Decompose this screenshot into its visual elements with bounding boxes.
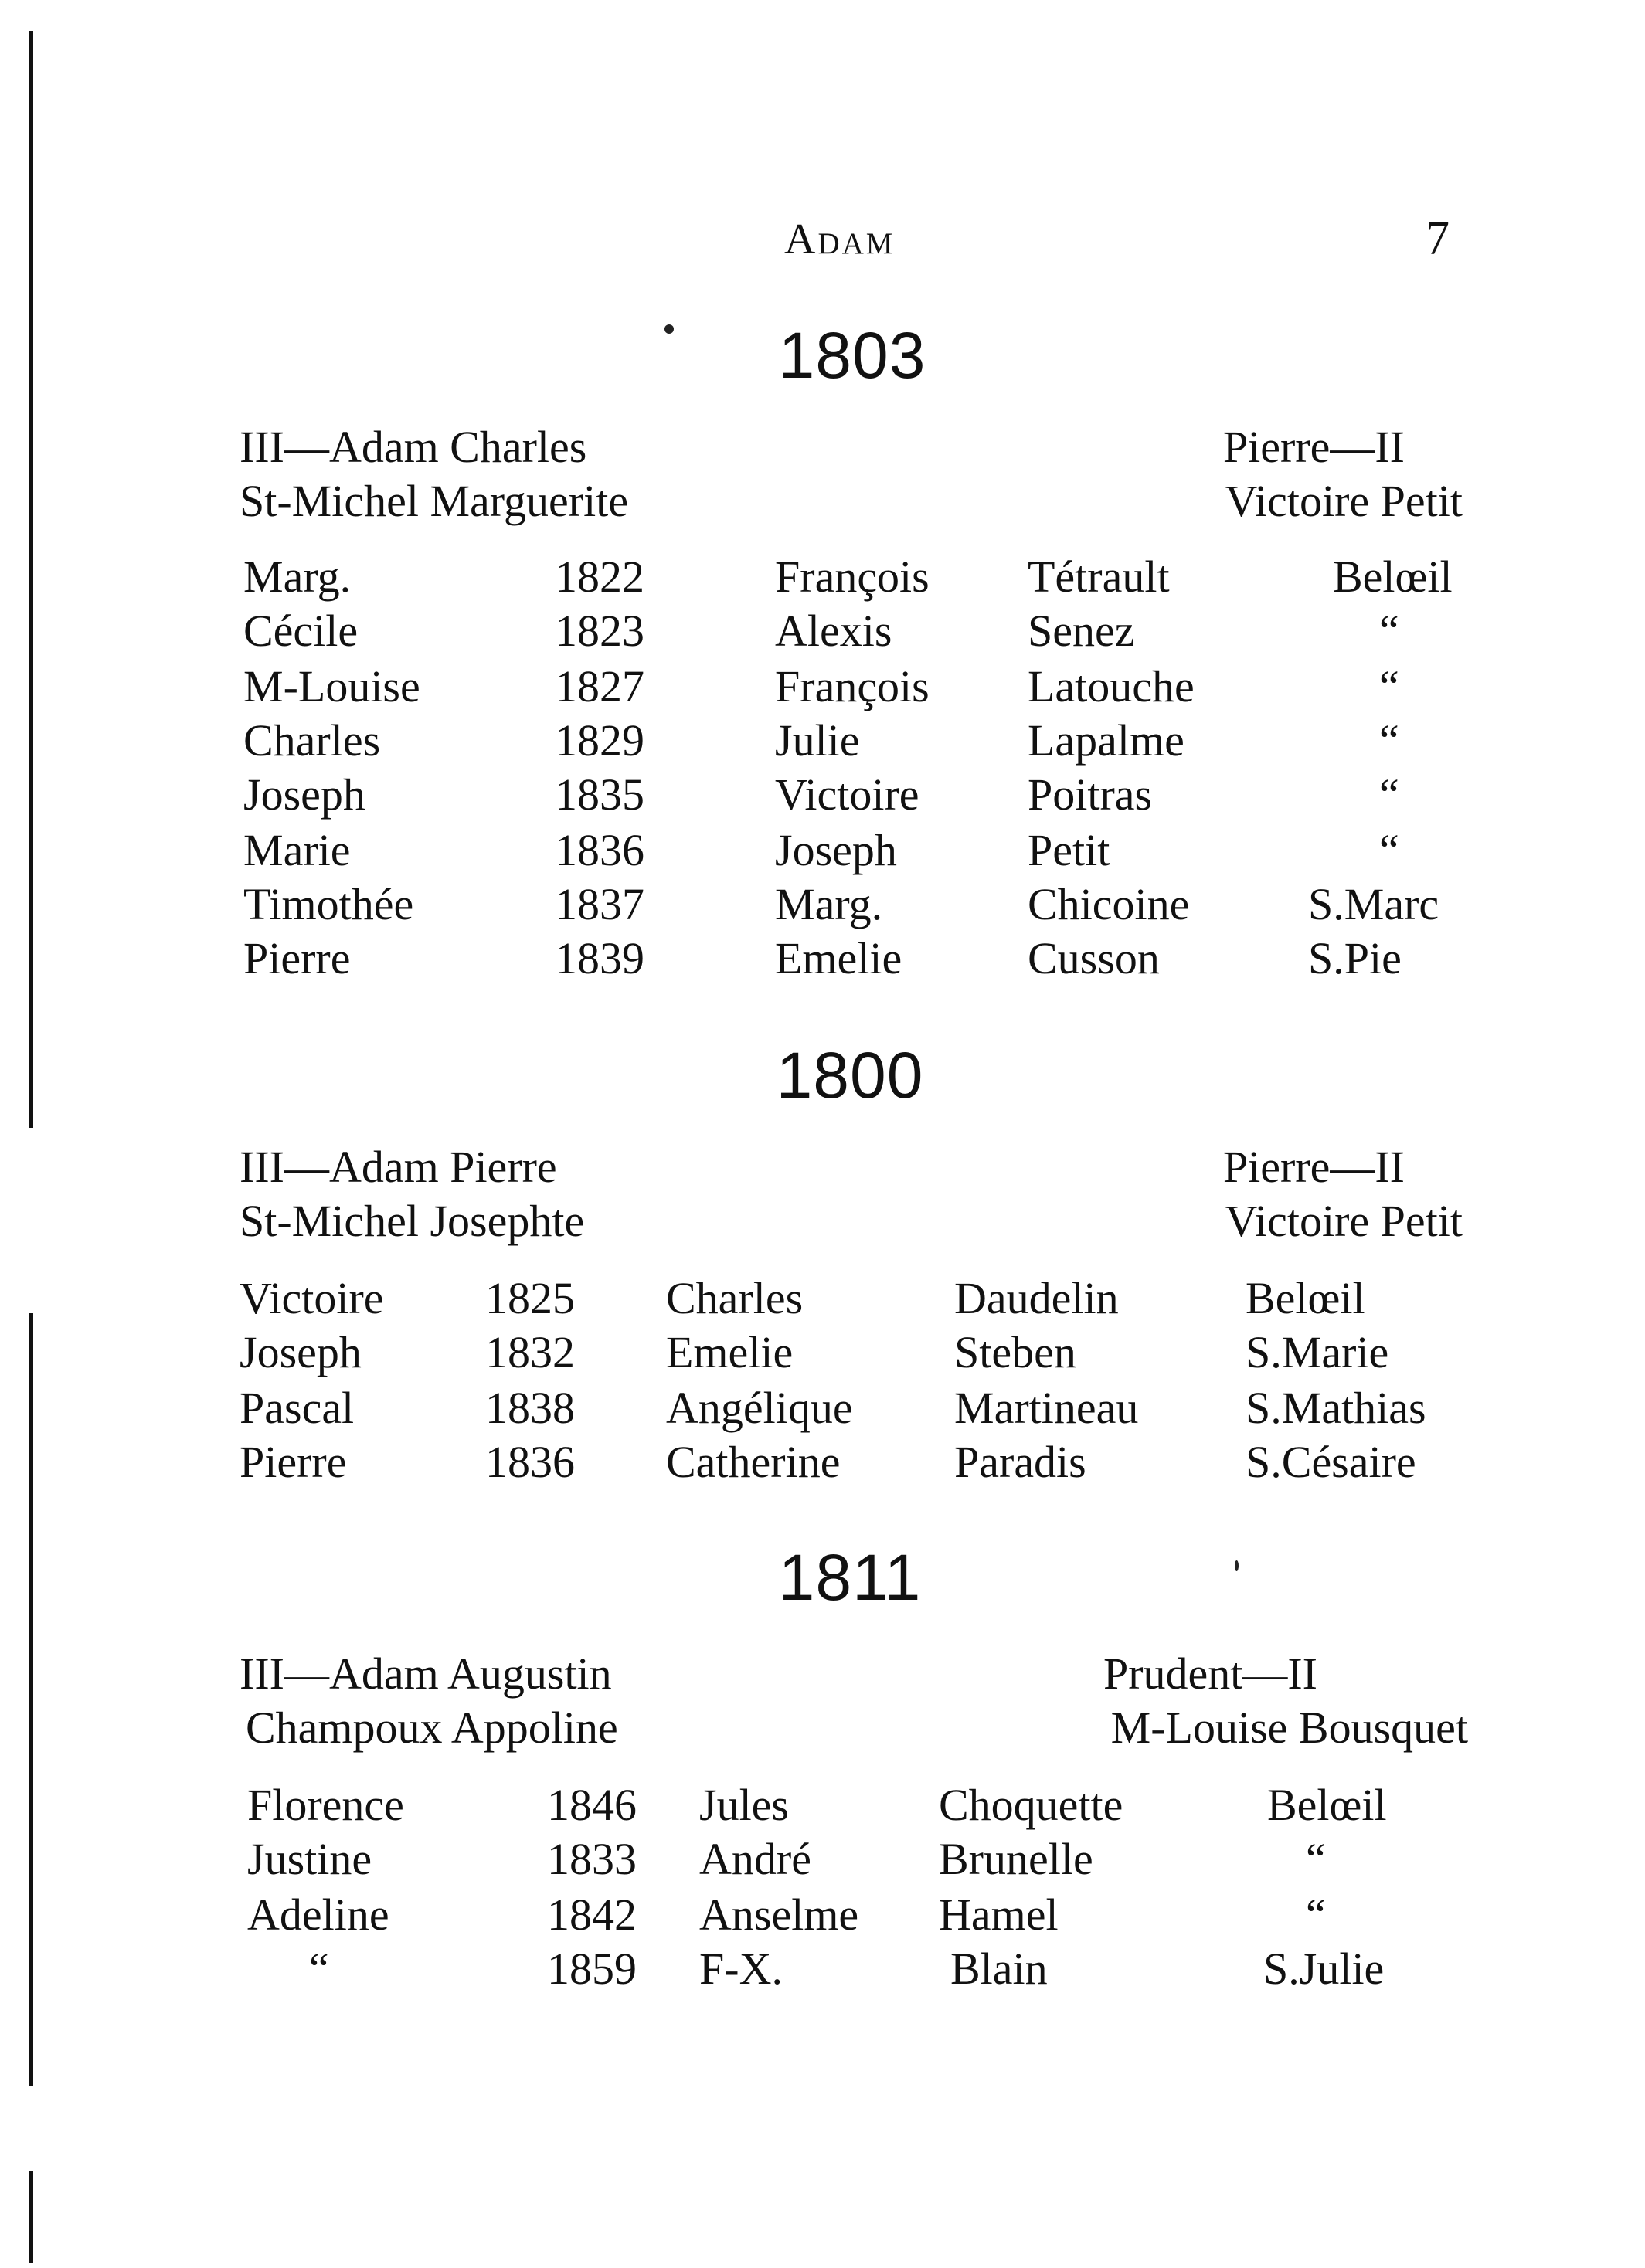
child-name: Pierre xyxy=(243,933,351,983)
child-name: Cécile xyxy=(243,606,359,656)
spouse-last-name: Steben xyxy=(954,1327,1076,1377)
child-name: Marg. xyxy=(243,552,352,602)
parish: S.Pie xyxy=(1308,933,1402,983)
child-name: “ xyxy=(309,1944,329,1994)
page-number: 7 xyxy=(1426,212,1450,265)
husband-father: Pierre—II xyxy=(1222,1142,1405,1192)
child-name: Justine xyxy=(247,1834,372,1884)
spouse-last-name: Latouche xyxy=(1028,661,1195,711)
spouse-first-name: Emelie xyxy=(775,933,902,983)
husband-name: III—Adam Pierre xyxy=(240,1142,557,1192)
child-marriage-year: 1837 xyxy=(555,879,644,929)
husband-mother: Victoire Petit xyxy=(1225,1196,1463,1246)
parish: “ xyxy=(1379,715,1399,766)
spouse-first-name: Charles xyxy=(666,1273,804,1323)
parish: S.Julie xyxy=(1263,1944,1385,1994)
spouse-last-name: Chicoine xyxy=(1028,879,1190,929)
child-marriage-year: 1829 xyxy=(555,715,644,766)
parish: “ xyxy=(1379,769,1399,820)
wife-name: St-Michel Josephte xyxy=(240,1196,585,1246)
spouse-first-name: Alexis xyxy=(775,606,892,656)
child-marriage-year: 1839 xyxy=(555,933,644,983)
spouse-last-name: Poitras xyxy=(1028,769,1153,820)
marriage-year: 1800 xyxy=(776,1039,924,1112)
husband-name: III—Adam Augustin xyxy=(240,1648,612,1699)
scan-margin-line xyxy=(29,1313,33,2086)
spouse-first-name: Catherine xyxy=(666,1437,841,1487)
spouse-last-name: Brunelle xyxy=(939,1834,1093,1884)
parish: S.Marc xyxy=(1308,879,1439,929)
child-name: Timothée xyxy=(243,879,414,929)
child-marriage-year: 1836 xyxy=(555,825,644,875)
husband-father: Pierre—II xyxy=(1222,422,1405,472)
child-marriage-year: 1859 xyxy=(547,1944,637,1994)
parish: “ xyxy=(1379,825,1399,875)
child-name: M-Louise xyxy=(243,661,420,711)
spouse-last-name: Cusson xyxy=(1028,933,1160,983)
spouse-last-name: Tétrault xyxy=(1028,552,1170,602)
spouse-last-name: Martineau xyxy=(954,1383,1139,1433)
spouse-first-name: Victoire xyxy=(775,769,919,820)
spouse-last-name: Blain xyxy=(950,1944,1048,1994)
scan-speck xyxy=(664,324,674,334)
child-name: Pascal xyxy=(240,1383,355,1433)
parish: “ xyxy=(1306,1834,1326,1884)
spouse-last-name: Lapalme xyxy=(1028,715,1184,766)
scan-margin-line xyxy=(29,31,33,1128)
husband-name: III—Adam Charles xyxy=(240,422,587,472)
parish: S.Césaire xyxy=(1246,1437,1416,1487)
parish: “ xyxy=(1379,606,1399,656)
spouse-last-name: Senez xyxy=(1028,606,1135,656)
child-name: Charles xyxy=(243,715,381,766)
scan-speck xyxy=(1235,1560,1239,1571)
child-marriage-year: 1842 xyxy=(547,1889,637,1940)
child-marriage-year: 1846 xyxy=(547,1780,637,1830)
spouse-first-name: Marg. xyxy=(775,879,883,929)
marriage-year: 1803 xyxy=(778,319,926,392)
child-name: Marie xyxy=(243,825,351,875)
husband-mother: M-Louise Bousquet xyxy=(1110,1703,1468,1753)
parish: “ xyxy=(1306,1889,1326,1940)
child-marriage-year: 1823 xyxy=(555,606,644,656)
child-marriage-year: 1833 xyxy=(547,1834,637,1884)
child-name: Victoire xyxy=(240,1273,384,1323)
wife-name: Champoux Appoline xyxy=(246,1703,618,1753)
spouse-first-name: André xyxy=(699,1834,811,1884)
spouse-first-name: Julie xyxy=(775,715,860,766)
spouse-first-name: François xyxy=(775,552,930,602)
parish: “ xyxy=(1379,661,1399,711)
child-marriage-year: 1835 xyxy=(555,769,644,820)
spouse-last-name: Hamel xyxy=(939,1889,1059,1940)
spouse-first-name: François xyxy=(775,661,930,711)
spouse-first-name: Joseph xyxy=(775,825,897,875)
child-marriage-year: 1825 xyxy=(485,1273,575,1323)
child-marriage-year: 1836 xyxy=(485,1437,575,1487)
running-title: Adam xyxy=(784,216,896,263)
parish: Belœil xyxy=(1246,1273,1365,1323)
spouse-last-name: Choquette xyxy=(939,1780,1123,1830)
child-name: Joseph xyxy=(243,769,365,820)
child-name: Adeline xyxy=(247,1889,389,1940)
parish: S.Marie xyxy=(1246,1327,1389,1377)
husband-mother: Victoire Petit xyxy=(1225,476,1463,526)
spouse-last-name: Petit xyxy=(1028,825,1110,875)
child-marriage-year: 1832 xyxy=(485,1327,575,1377)
child-name: Pierre xyxy=(240,1437,347,1487)
parish: S.Mathias xyxy=(1246,1383,1426,1433)
spouse-first-name: F-X. xyxy=(699,1944,783,1994)
wife-name: St-Michel Marguerite xyxy=(240,476,629,526)
spouse-first-name: Angélique xyxy=(666,1383,853,1433)
marriage-year: 1811 xyxy=(778,1541,922,1614)
child-marriage-year: 1822 xyxy=(555,552,644,602)
husband-father: Prudent—II xyxy=(1103,1648,1317,1699)
child-name: Florence xyxy=(247,1780,404,1830)
spouse-first-name: Jules xyxy=(699,1780,789,1830)
spouse-first-name: Emelie xyxy=(666,1327,794,1377)
parish: Belœil xyxy=(1267,1780,1387,1830)
child-marriage-year: 1838 xyxy=(485,1383,575,1433)
child-name: Joseph xyxy=(240,1327,362,1377)
child-marriage-year: 1827 xyxy=(555,661,644,711)
spouse-last-name: Paradis xyxy=(954,1437,1086,1487)
spouse-first-name: Anselme xyxy=(699,1889,859,1940)
scan-margin-line xyxy=(29,2171,33,2263)
parish: Belœil xyxy=(1333,552,1453,602)
spouse-last-name: Daudelin xyxy=(954,1273,1119,1323)
